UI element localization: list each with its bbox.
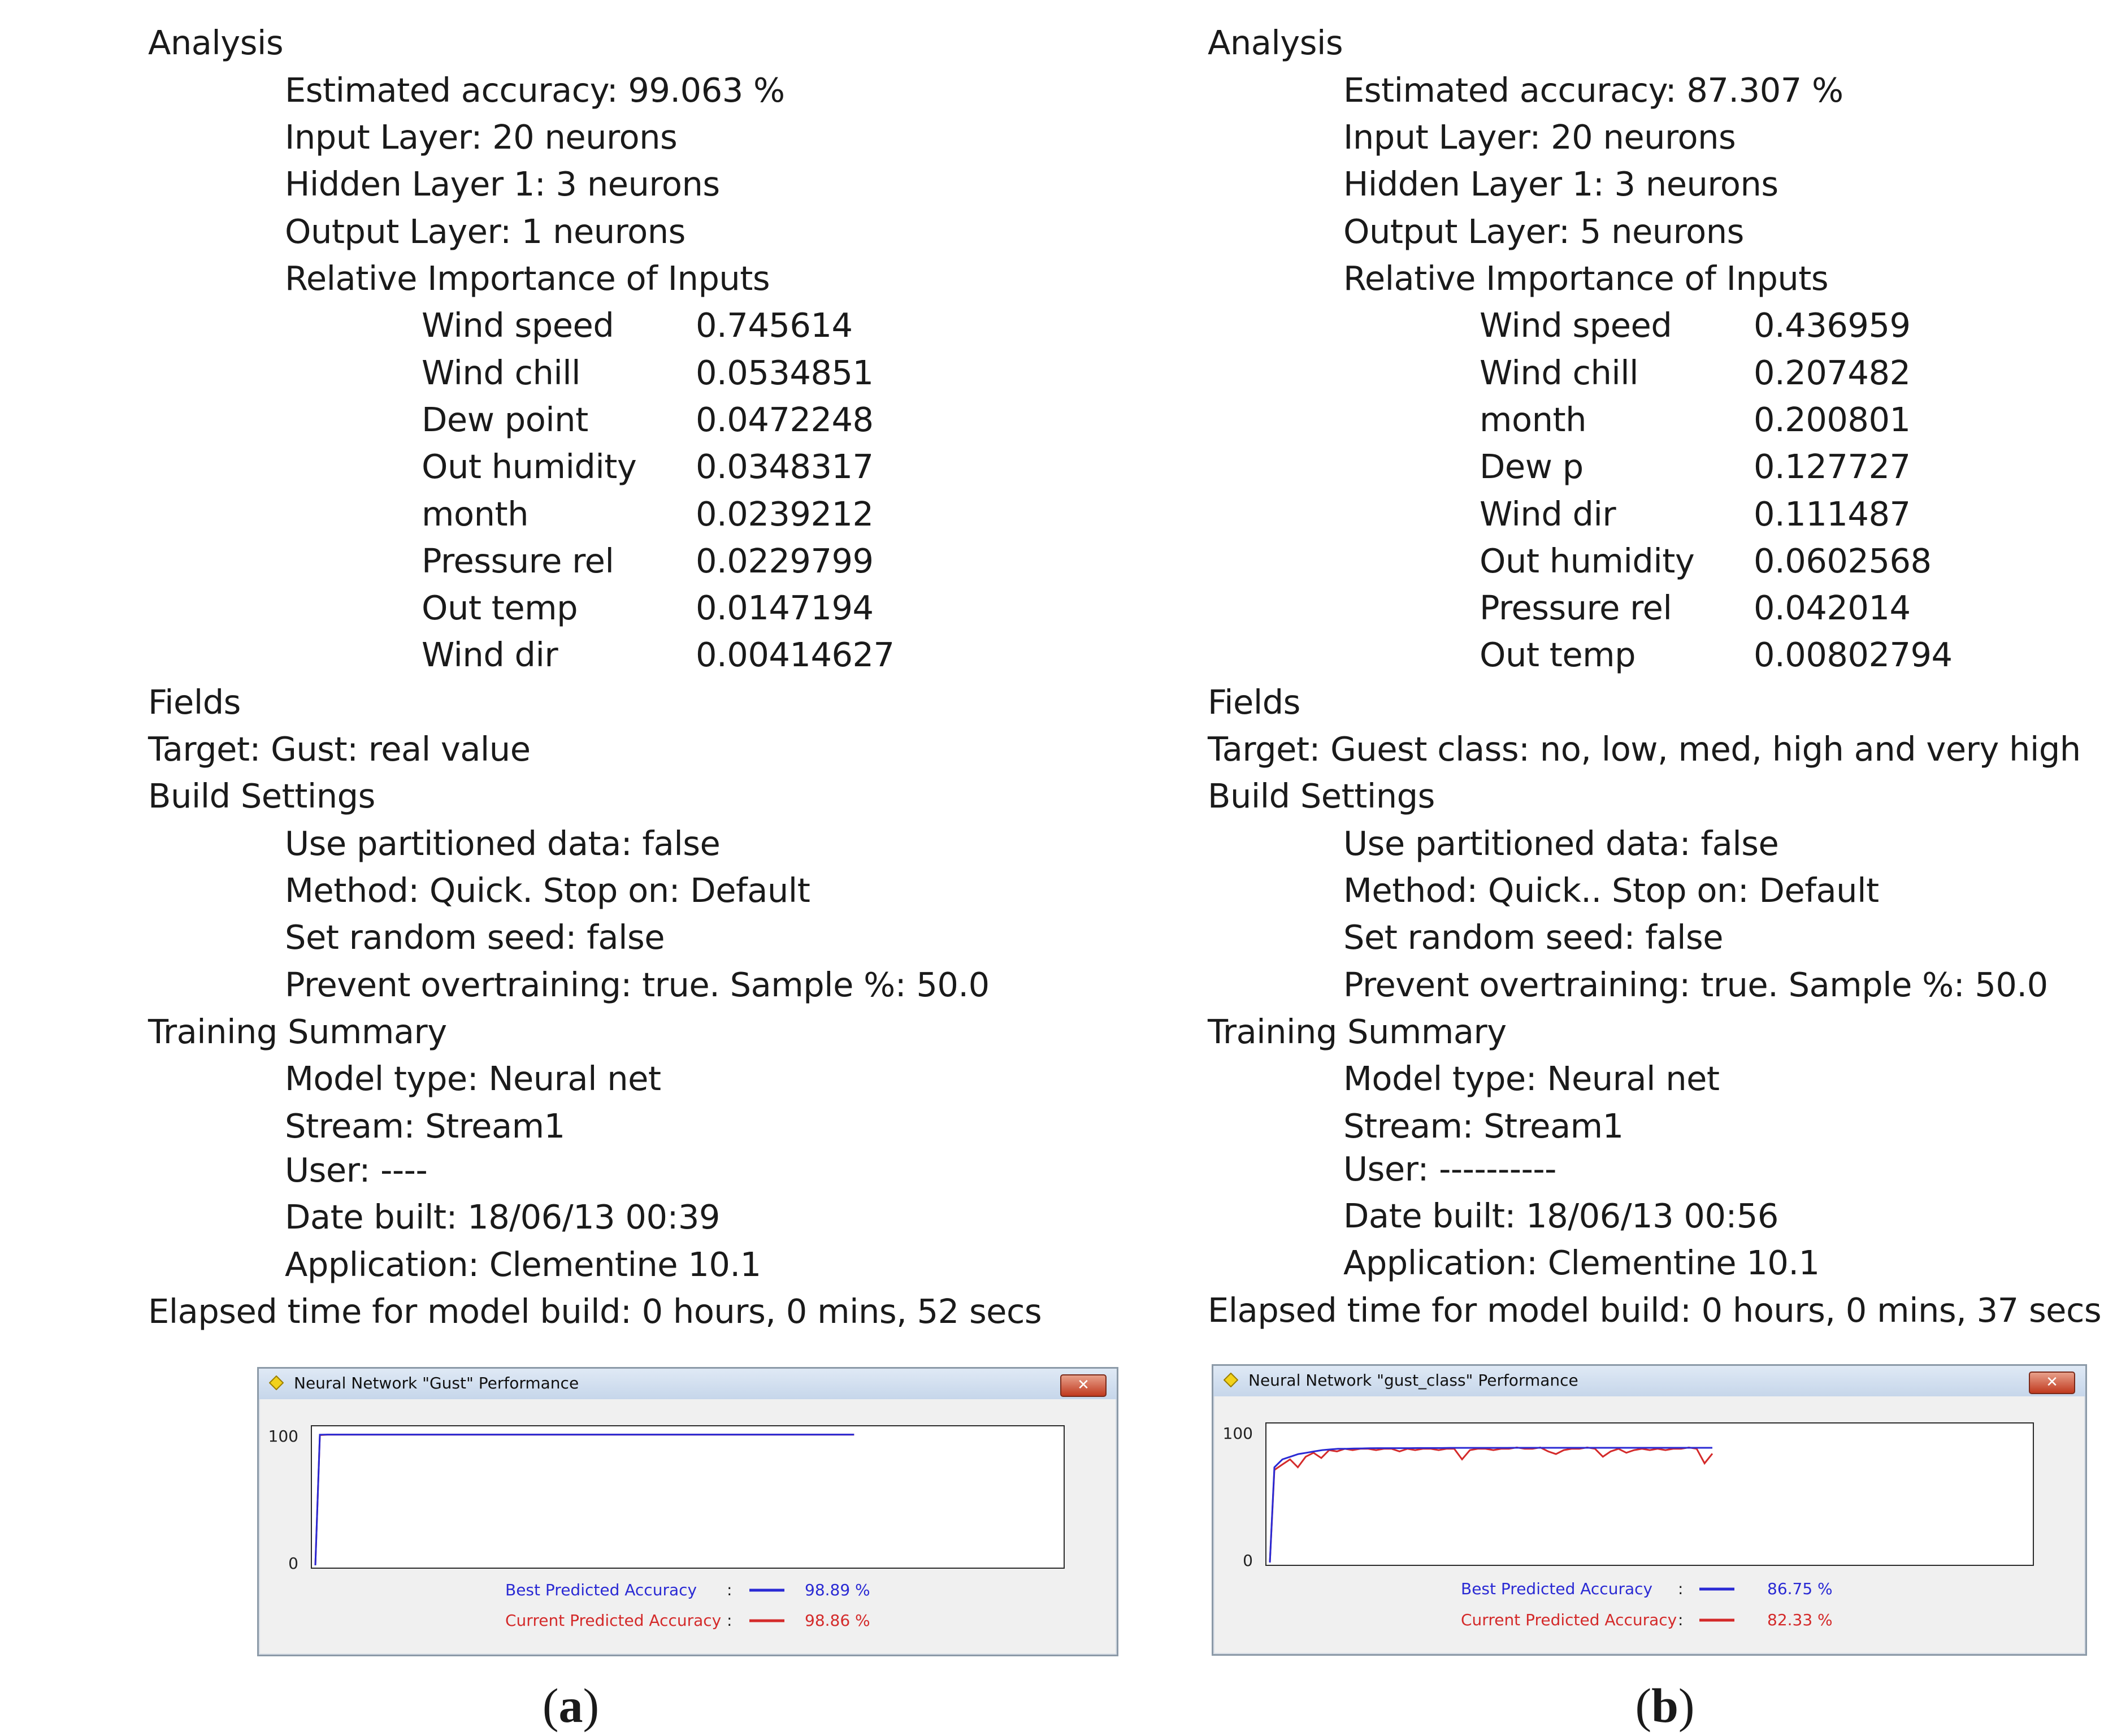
best-accuracy-value: 86.75 % — [1767, 1579, 1833, 1598]
importance-name: Wind speed — [422, 306, 614, 345]
caption-letter: a — [558, 1678, 583, 1733]
caption-open: ( — [542, 1678, 559, 1733]
output-layer: Output Layer: 1 neurons — [285, 212, 686, 251]
window-titlebar[interactable] — [259, 1369, 1117, 1399]
y-max-label: 100 — [268, 1427, 298, 1446]
panel-caption — [1635, 1678, 1694, 1733]
build-settings-heading: Build Settings — [148, 776, 375, 815]
partitioned-setting: Use partitioned data: false — [285, 824, 721, 863]
current-accuracy-label: Current Predicted Accuracy — [505, 1611, 722, 1630]
importance-heading: Relative Importance of Inputs — [1343, 259, 1829, 298]
caption-close: ) — [583, 1678, 600, 1733]
analysis-heading: Analysis — [148, 23, 284, 62]
current-accuracy-value: 82.33 % — [1767, 1611, 1833, 1629]
importance-name: Dew p — [1480, 447, 1584, 486]
performance-window — [1212, 1364, 2087, 1656]
importance-value: 0.200801 — [1754, 400, 1911, 439]
seed-setting: Set random seed: false — [1343, 918, 1723, 957]
method-setting: Method: Quick.. Stop on: Default — [1343, 871, 1879, 910]
plot-area — [1265, 1422, 2034, 1566]
analysis-heading: Analysis — [1208, 23, 1343, 62]
importance-value: 0.0348317 — [696, 447, 874, 486]
window-title: Neural Network "gust_class" Performance — [1248, 1371, 1578, 1390]
caption-letter: b — [1651, 1678, 1678, 1733]
panel-caption — [543, 1678, 599, 1733]
importance-value: 0.00802794 — [1754, 635, 1953, 674]
importance-value: 0.0602568 — [1754, 541, 1932, 580]
best-accuracy-label: Best Predicted Accuracy — [1461, 1579, 1653, 1598]
current-accuracy-value: 98.86 % — [805, 1611, 870, 1630]
current-accuracy-swatch — [749, 1620, 784, 1622]
overtraining-setting: Prevent overtraining: true. Sample %: 50.0 — [1343, 965, 2048, 1004]
legend-separator: : — [1678, 1611, 1684, 1629]
importance-name: Out temp — [422, 588, 578, 627]
performance-plot — [312, 1426, 1064, 1568]
fields-heading: Fields — [148, 683, 241, 722]
partitioned-setting: Use partitioned data: false — [1343, 824, 1779, 863]
overtraining-setting: Prevent overtraining: true. Sample %: 50.0 — [285, 965, 990, 1004]
current-accuracy-swatch — [1699, 1619, 1734, 1622]
importance-value: 0.0147194 — [696, 588, 874, 627]
importance-value: 0.00414627 — [696, 635, 895, 674]
best-accuracy-value: 98.89 % — [805, 1581, 870, 1599]
caption-open: ( — [1635, 1678, 1652, 1733]
importance-value: 0.0239212 — [696, 494, 874, 533]
performance-window — [257, 1367, 1118, 1656]
plot-area — [311, 1425, 1065, 1569]
best-accuracy-line — [315, 1435, 854, 1565]
close-button[interactable]: ✕ — [2029, 1372, 2075, 1394]
fields-heading: Fields — [1208, 683, 1300, 722]
best-accuracy-line — [1270, 1448, 1712, 1563]
date-built: Date built: 18/06/13 00:56 — [1343, 1196, 1778, 1235]
importance-name: Wind chill — [422, 353, 581, 392]
user: User: ---------- — [1343, 1149, 1556, 1188]
input-layer: Input Layer: 20 neurons — [285, 118, 678, 157]
caption-close: ) — [1678, 1678, 1695, 1733]
application: Application: Clementine 10.1 — [1343, 1243, 1820, 1282]
target-field: Target: Guest class: no, low, med, high and very high — [1208, 730, 2081, 769]
current-accuracy-label: Current Predicted Accuracy — [1461, 1611, 1677, 1629]
diamond-icon — [1224, 1373, 1238, 1387]
user: User: ---- — [285, 1151, 428, 1190]
current-accuracy-line — [315, 1435, 854, 1565]
importance-name: Dew point — [422, 400, 588, 439]
stream: Stream: Stream1 — [285, 1106, 565, 1145]
model-type: Model type: Neural net — [285, 1059, 661, 1098]
importance-name: Wind dir — [422, 635, 558, 674]
performance-plot — [1266, 1423, 2033, 1565]
hidden-layer: Hidden Layer 1: 3 neurons — [1343, 164, 1778, 203]
importance-value: 0.0472248 — [696, 400, 874, 439]
stream: Stream: Stream1 — [1343, 1106, 1624, 1145]
importance-name: Out temp — [1480, 635, 1636, 674]
input-layer: Input Layer: 20 neurons — [1343, 118, 1736, 157]
importance-name: Pressure rel — [1480, 588, 1672, 627]
y-max-label: 100 — [1222, 1424, 1253, 1443]
legend-separator: : — [1678, 1579, 1684, 1598]
application: Application: Clementine 10.1 — [285, 1245, 761, 1284]
window-title: Neural Network "Gust" Performance — [294, 1374, 579, 1392]
y-min-label: 0 — [1243, 1551, 1253, 1570]
seed-setting: Set random seed: false — [285, 918, 665, 957]
training-summary-heading: Training Summary — [148, 1012, 447, 1051]
diamond-icon — [269, 1375, 284, 1390]
close-button[interactable]: ✕ — [1060, 1374, 1107, 1397]
importance-name: Wind speed — [1480, 306, 1672, 345]
hidden-layer: Hidden Layer 1: 3 neurons — [285, 164, 720, 203]
importance-name: Pressure rel — [422, 541, 614, 580]
importance-value: 0.0534851 — [696, 353, 874, 392]
output-layer: Output Layer: 5 neurons — [1343, 212, 1744, 251]
importance-name: Out humidity — [422, 447, 637, 486]
estimated-accuracy: Estimated accuracy: 99.063 % — [285, 71, 785, 110]
importance-name: Out humidity — [1480, 541, 1695, 580]
estimated-accuracy: Estimated accuracy: 87.307 % — [1343, 71, 1843, 110]
legend-separator: : — [727, 1611, 732, 1630]
importance-value: 0.042014 — [1754, 588, 1911, 627]
importance-value: 0.0229799 — [696, 541, 874, 580]
training-summary-heading: Training Summary — [1208, 1012, 1507, 1051]
window-titlebar[interactable] — [1213, 1366, 2085, 1396]
importance-value: 0.436959 — [1754, 306, 1911, 345]
build-settings-heading: Build Settings — [1208, 776, 1435, 815]
elapsed-time: Elapsed time for model build: 0 hours, 0 mins, 37 secs — [1208, 1291, 2102, 1330]
best-accuracy-swatch — [749, 1589, 784, 1592]
date-built: Date built: 18/06/13 00:39 — [285, 1197, 720, 1236]
importance-name: month — [422, 494, 528, 533]
best-accuracy-label: Best Predicted Accuracy — [505, 1581, 697, 1599]
legend-separator: : — [727, 1581, 732, 1599]
importance-name: month — [1480, 400, 1586, 439]
importance-name: Wind dir — [1480, 494, 1616, 533]
importance-value: 0.127727 — [1754, 447, 1911, 486]
importance-heading: Relative Importance of Inputs — [285, 259, 770, 298]
importance-value: 0.207482 — [1754, 353, 1911, 392]
y-min-label: 0 — [288, 1554, 298, 1573]
method-setting: Method: Quick. Stop on: Default — [285, 871, 810, 910]
importance-value: 0.111487 — [1754, 494, 1911, 533]
model-type: Model type: Neural net — [1343, 1059, 1720, 1098]
importance-name: Wind chill — [1480, 353, 1639, 392]
best-accuracy-swatch — [1699, 1588, 1734, 1591]
elapsed-time: Elapsed time for model build: 0 hours, 0 mins, 52 secs — [148, 1292, 1042, 1331]
panel-b — [1052, 0, 2104, 1736]
target-field: Target: Gust: real value — [148, 730, 531, 769]
importance-value: 0.745614 — [696, 306, 853, 345]
current-accuracy-line — [1270, 1447, 1712, 1563]
